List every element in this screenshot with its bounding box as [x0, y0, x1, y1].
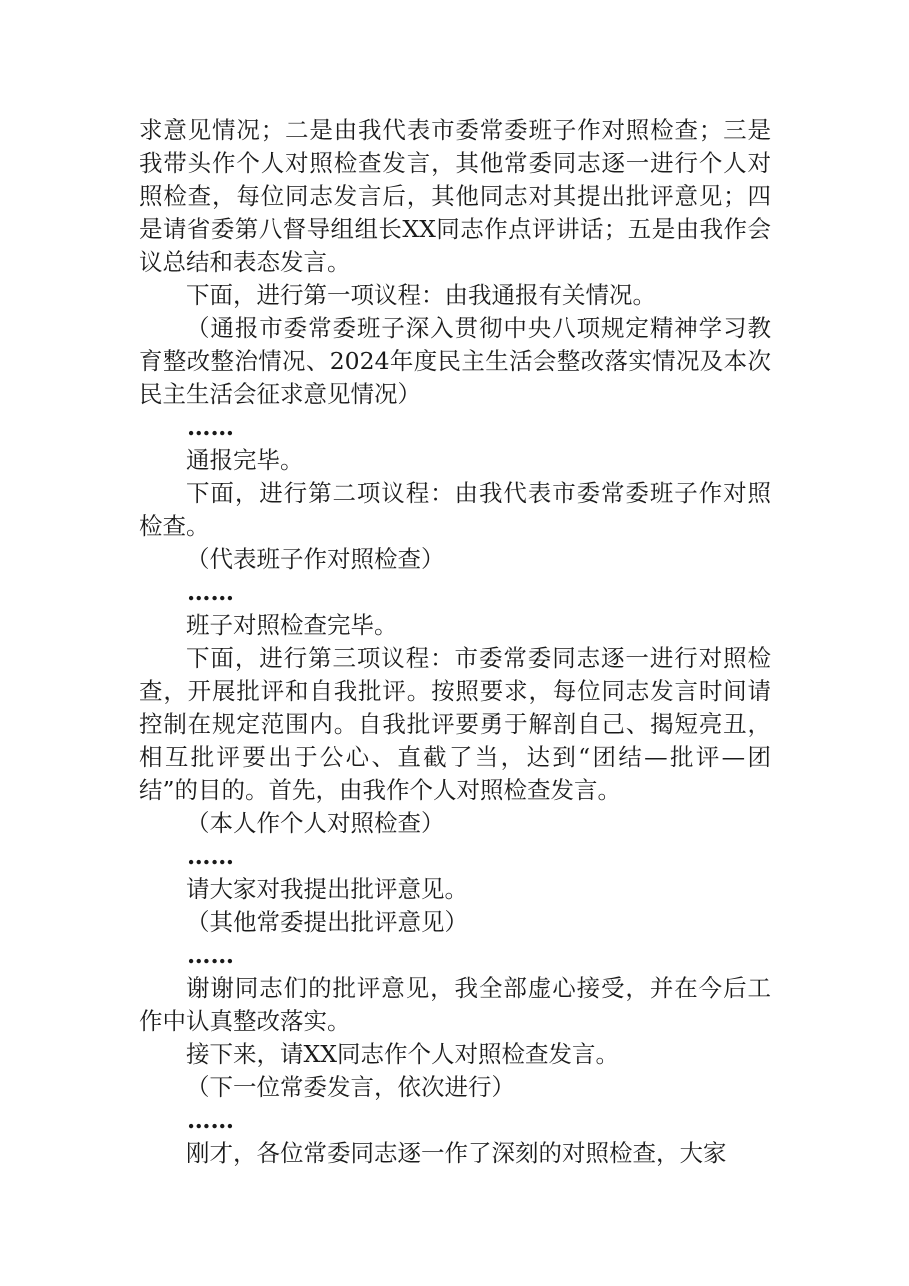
paragraph: 下面，进行第一项议程：由我通报有关情况。 — [186, 281, 656, 309]
paragraph: 刚才，各位常委同志逐一作了深刻的对照检查，大家 — [186, 1139, 727, 1167]
paragraph: （通报市委常委班子深入贯彻中央八项规定精神学习教育整改整治情况、2024年度民主生活会整改落实情况及本次民主生活会征求意见情况） — [139, 314, 771, 408]
paragraph: 下面，进行第二项议程：由我代表市委常委班子作对照检查。 — [139, 479, 771, 540]
paragraph: （下一位常委发言，依次进行） — [186, 1073, 515, 1101]
paragraph: 接下来，请XX同志作个人对照检查发言。 — [186, 1040, 619, 1068]
paragraph: 通报完毕。 — [186, 446, 304, 474]
paragraph: （代表班子作对照检查） — [186, 545, 445, 573]
ellipsis-line: …… — [187, 842, 234, 870]
document-body — [139, 114, 771, 1170]
paragraph: 班子对照检查完毕。 — [186, 611, 398, 639]
paragraph: （其他常委提出批评意见） — [186, 908, 468, 936]
ellipsis-line: …… — [187, 413, 234, 441]
ellipsis-line: …… — [187, 578, 234, 606]
paragraph: 请大家对我提出批评意见。 — [186, 875, 468, 903]
paragraph: 谢谢同志们的批评意见，我全部虚心接受，并在今后工作中认真整改落实。 — [139, 974, 771, 1035]
ellipsis-line: …… — [187, 941, 234, 969]
paragraph: （本人作个人对照检查） — [186, 809, 445, 837]
paragraph: 下面，进行第三项议程：市委常委同志逐一进行对照检查，开展批评和自我批评。按照要求，每位同志发言时间请控制在规定范围内。自我批评要勇于解剖自己、揭短亮丑，相互批评要出于公心、直截了当，达到“团结—批评—团结”的目的。首先，由我作个人对照检查发言。 — [139, 644, 771, 804]
ellipsis-line: …… — [187, 1106, 234, 1134]
paragraph: 求意见情况；二是由我代表市委常委班子作对照检查；三是我带头作个人对照检查发言，其他常委同志逐一进行个人对照检查，每位同志发言后，其他同志对其提出批评意见；四是请省委第八督导组组长XX同志作点评讲话；五是由我作会议总结和表态发言。 — [139, 116, 771, 276]
